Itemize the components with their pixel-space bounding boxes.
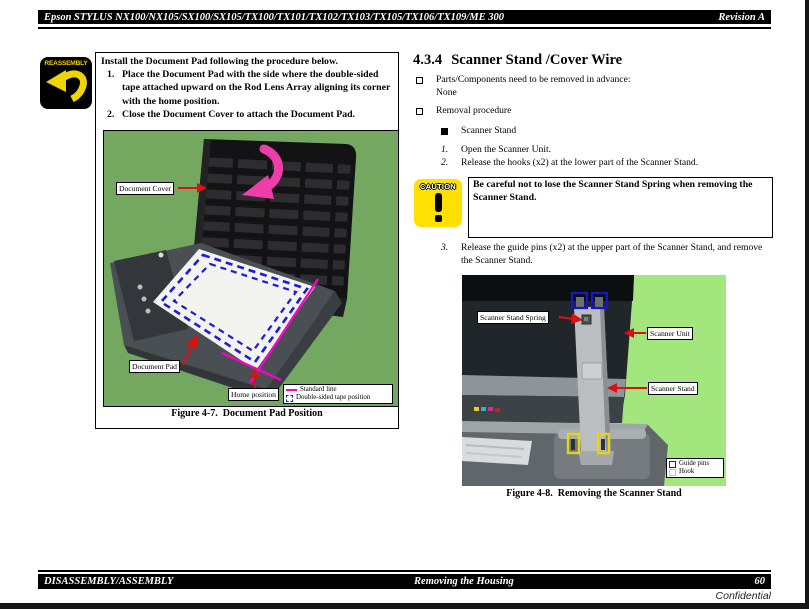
confidential-label: Confidential (715, 590, 771, 602)
figure-4-7-photo (103, 130, 399, 407)
exclamation-dot-icon (435, 215, 442, 222)
page-edge-bottom (0, 603, 809, 609)
legend-label: Hook (679, 468, 695, 475)
checkbox-bullet-icon (416, 108, 423, 115)
document-cover-label: Document Cover (116, 182, 174, 195)
footer-section: Removing the Housing (414, 576, 514, 587)
hook-swatch (669, 469, 676, 476)
figure-4-8-legend (666, 458, 724, 478)
filled-square-bullet-icon (441, 128, 448, 135)
scanner-stand-label: Scanner Stand (648, 382, 698, 395)
section-heading (413, 52, 622, 69)
document-pad-label: Document Pad (129, 360, 180, 373)
figure-4-8-photo (462, 275, 726, 486)
caution-box (468, 177, 773, 238)
header-revision: Revision A (718, 11, 765, 23)
legend-label: Standard line (300, 386, 337, 393)
reassembly-step-1 (107, 68, 394, 108)
step-number: 2. (441, 157, 449, 168)
step-text: Place the Document Pad with the side where the double-sided tape attached upward on the Rod Lens Array aligning its corner with the home position. (122, 69, 391, 107)
footer-bar (38, 574, 771, 589)
tape-position-swatch (286, 395, 293, 402)
reassembly-icon (40, 57, 92, 109)
step-number: 3. (441, 242, 449, 253)
page-edge-right (805, 0, 809, 609)
part-name: Scanner Stand (461, 125, 517, 136)
header-model-line: Epson STYLUS NX100/NX105/SX100/SX105/TX100/TX101/TX102/TX103/TX105/TX106/TX109/ME 300 (44, 11, 505, 23)
figure-4-8-caption: Figure 4-8. Removing the Scanner Stand (506, 488, 682, 499)
reassembly-arrow-icon (44, 67, 88, 103)
step-number: 1. (107, 69, 115, 80)
legend-guide-pins (669, 460, 721, 468)
legend-tape-position (286, 394, 390, 402)
scanner-unit-label: Scanner Unit (647, 327, 693, 340)
step-text: Release the guide pins (x2) at the upper part of the Scanner Stand, and remove the Scanner Stand. (461, 242, 763, 266)
legend-label: Double-sided tape position (296, 394, 371, 401)
section-number: 4.3.4 (413, 52, 443, 68)
scanner-stand-spring-label: Scanner Stand Spring (477, 311, 549, 324)
reassembly-step-2 (107, 108, 394, 121)
footer-page-number: 60 (754, 576, 765, 587)
header-rule (38, 27, 771, 29)
step-number: 2. (107, 109, 115, 121)
step-text: Release the hooks (x2) at the lower part of the Scanner Stand. (461, 157, 699, 168)
legend-hook (669, 468, 721, 476)
section-title: Scanner Stand /Cover Wire (451, 52, 623, 68)
footer-chapter: DISASSEMBLY/ASSEMBLY (44, 576, 174, 587)
exclamation-icon (435, 193, 442, 212)
advance-value: None (436, 87, 457, 98)
caution-icon (414, 179, 462, 227)
header-bar (38, 10, 771, 24)
step-text: Open the Scanner Unit. (461, 144, 552, 155)
figure-4-7-legend (283, 384, 393, 404)
figure-4-8-illustration (462, 275, 726, 486)
standard-line-swatch (286, 389, 297, 391)
caution-icon-label: CAUTION (420, 182, 456, 191)
figure-4-7-caption: Figure 4-7. Document Pad Position (171, 408, 323, 419)
legend-standard-line (286, 386, 390, 394)
legend-label: Guide pins (679, 460, 710, 467)
step-number: 1. (441, 144, 449, 155)
home-position-label: Home position (228, 388, 279, 401)
checkbox-bullet-icon (416, 77, 423, 84)
footer-rule (38, 570, 771, 572)
step-text: Close the Document Cover to attach the Document Pad. (122, 109, 356, 121)
removal-procedure-label: Removal procedure (436, 105, 512, 116)
reassembly-icon-label: REASSEMBLY (44, 60, 88, 67)
caution-text: Be careful not to lose the Scanner Stand Spring when removing the Scanner Stand. (473, 179, 753, 203)
instruction-intro: Install the Document Pad following the procedure below. (101, 56, 338, 67)
advance-label: Parts/Components need to be removed in advance: (436, 74, 631, 85)
guide-pins-swatch (669, 461, 676, 468)
